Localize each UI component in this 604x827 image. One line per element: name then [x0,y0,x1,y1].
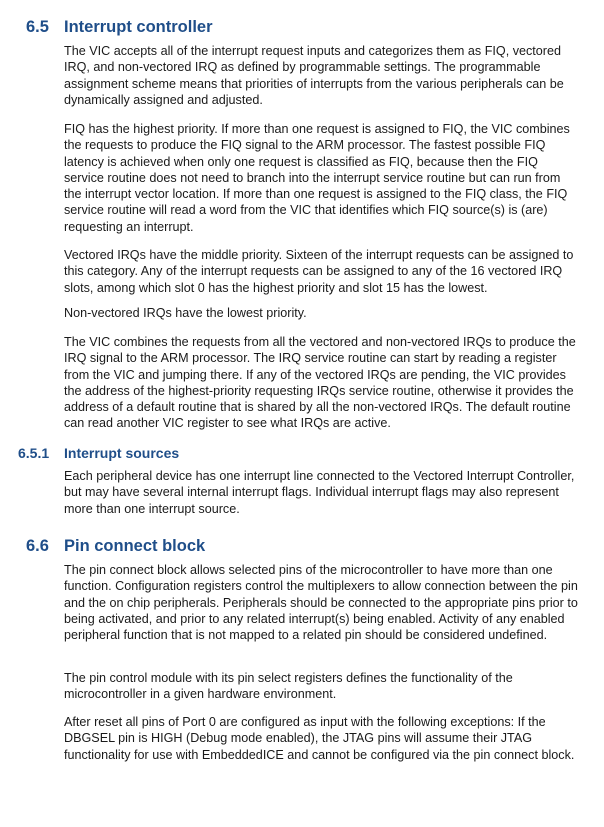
section-number: 6.6 [26,537,49,555]
paragraph: The pin control module with its pin select registers defines the functionality of the microcontroller in a given hardware environment. [64,671,513,702]
section-number: 6.5.1 [18,445,50,461]
paragraph: Each peripheral device has one interrupt line connected to the Vectored Interrupt Controller, but may have several internal interrupt flags. Individual interrupt flags may also represent more than one interrupt source. [64,469,575,516]
paragraph: The pin connect block allows selected pins of the microcontroller to have more than one function. Configuration registers control the multiplexers to allow connection between the pin and the on chip peripherals. Peripherals should be connected to the appropriate pins prior to being activated, and prior to any related interrupt(s) being enabled. Activity of any enabled peripheral function that is not mapped to a related pin should be considered undefined. [64,563,578,643]
paragraph: FIQ has the highest priority. If more than one request is assigned to FIQ, the VIC combines the requests to produce the FIQ signal to the ARM processor. The fastest possible FIQ latency is achieved when only one request is classified as FIQ, because then the FIQ service routine does not need to branch into the interrupt service routine but can run from the interrupt vector location. If more than one request is assigned to the FIQ class, the FIQ service routine will read a word from the VIC that identifies which FIQ source(s) is (are) requesting an interrupt. [64,122,570,234]
section-title: Interrupt sources [64,445,180,461]
section-number: 6.5 [26,18,49,36]
paragraph: Vectored IRQs have the middle priority. Sixteen of the interrupt requests can be assigned to this category. Any of the interrupt requests can be assigned to any of the 16 vectored IRQ slots, among which slot 0 has the highest priority and slot 15 has the lowest. [64,248,574,295]
paragraph: After reset all pins of Port 0 are configured as input with the following exceptions: If the DBGSEL pin is HIGH (Debug mode enabled), the JTAG pins will assume their JTAG functionality for use with EmbeddedICE and cannot be configured via the pin connect block. [64,715,575,762]
paragraph: The VIC combines the requests from all the vectored and non-vectored IRQs to produce the IRQ signal to the ARM processor. The IRQ service routine can start by reading a register from the VIC and jumping there. If any of the vectored IRQs are pending, the VIC provides the address of the highest-priority requesting IRQs service routine, otherwise it provides the address of a default routine that is shared by all the non-vectored IRQs. The default routine can read another VIC register to see what IRQs are active. [64,335,576,431]
section-title: Interrupt controller [64,18,213,36]
paragraph: The VIC accepts all of the interrupt request inputs and categorizes them as FIQ, vectored IRQ, and non-vectored IRQ as defined by programmable settings. The programmable assignment scheme means that priorities of interrupts from the various peripherals can be dynamically assigned and adjusted. [64,44,564,107]
paragraph: Non-vectored IRQs have the lowest priority. [64,306,307,320]
section-title: Pin connect block [64,537,206,555]
